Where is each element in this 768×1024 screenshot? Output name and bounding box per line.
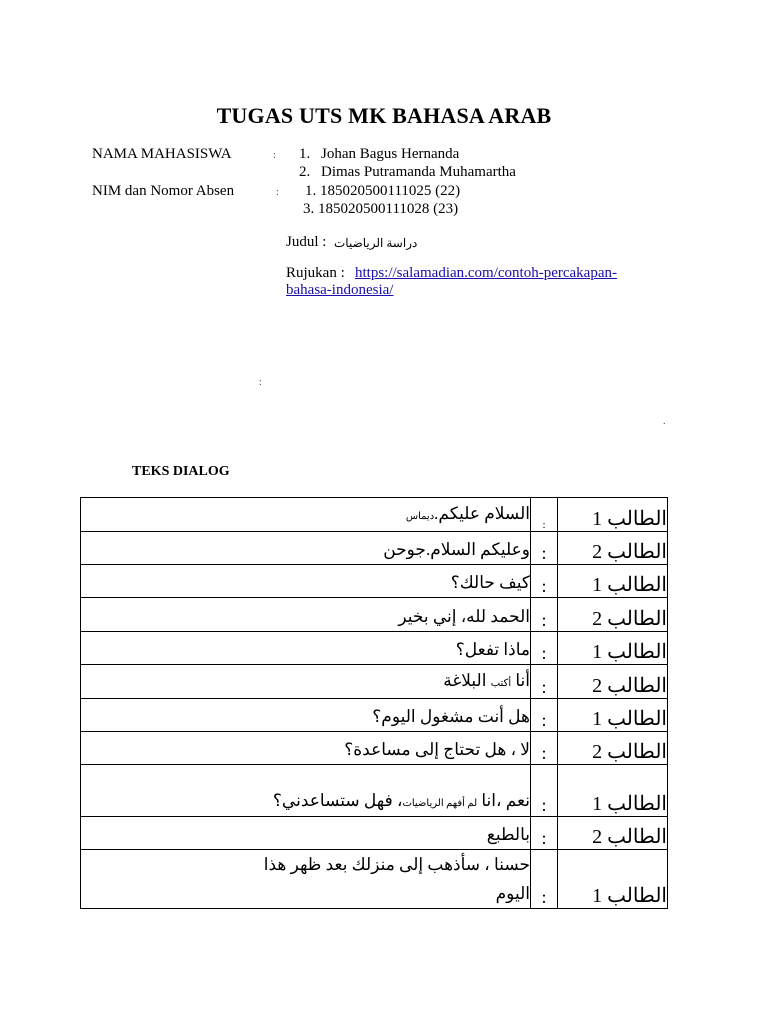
stray-colon: : bbox=[259, 377, 262, 388]
dialog-row bbox=[81, 665, 668, 699]
utterance-cell: ماذا تفعل؟ bbox=[81, 632, 531, 665]
utterance-cell bbox=[81, 665, 531, 699]
dialog-row bbox=[81, 765, 668, 817]
colon-cell: : bbox=[531, 850, 558, 909]
colon-cell: : bbox=[531, 699, 558, 732]
rujukan-link-line-1[interactable]: https://salamadian.com/contoh-percakapan- bbox=[355, 265, 617, 281]
dialog-row bbox=[81, 498, 668, 532]
nim-label: NIM dan Nomor Absen bbox=[92, 183, 235, 199]
speaker-cell: الطالب 2 bbox=[558, 732, 668, 765]
dialog-row bbox=[81, 598, 668, 632]
section-label: TEKS DIALOG bbox=[132, 464, 230, 479]
colon-cell: : bbox=[531, 665, 558, 699]
document-title: TUGAS UTS MK BAHASA ARAB bbox=[216, 103, 552, 128]
speaker-cell: الطالب 1 bbox=[558, 632, 668, 665]
colon-cell: : bbox=[531, 732, 558, 765]
speaker-cell: الطالب 2 bbox=[558, 817, 668, 850]
dialog-row bbox=[81, 632, 668, 665]
colon-cell: : bbox=[531, 598, 558, 632]
colon-cell: : bbox=[531, 565, 558, 598]
colon-cell: : bbox=[531, 765, 558, 817]
speaker-cell: الطالب 2 bbox=[558, 598, 668, 632]
rujukan-label: Rujukan : bbox=[286, 265, 345, 281]
nim-2: 3. 185020500111028 (23) bbox=[303, 201, 459, 217]
speaker-cell: الطالب 1 bbox=[558, 850, 668, 909]
utterance-cell: وعليكم السلام.جوحن bbox=[81, 532, 531, 565]
student-name-2: Dimas Putramanda Muhamartha bbox=[321, 164, 516, 180]
utterance-note: أكتب bbox=[490, 678, 512, 689]
name-number-2: 2. bbox=[299, 164, 311, 180]
speaker-cell: الطالب 1 bbox=[558, 565, 668, 598]
utterance-text-end: البلاغة bbox=[443, 671, 487, 690]
utterance-text-end: ، فهل ستساعدني؟ bbox=[272, 791, 403, 810]
name-colon: : bbox=[273, 150, 276, 161]
speaker-cell: الطالب 1 bbox=[558, 699, 668, 732]
dialog-row bbox=[81, 699, 668, 732]
utterance-cell bbox=[81, 498, 531, 532]
name-label: NAMA MAHASISWA bbox=[92, 146, 232, 162]
nim-1: 1. 185020500111025 (22) bbox=[305, 183, 461, 199]
student-name-1: Johan Bagus Hernanda bbox=[321, 146, 460, 162]
utterance-cell: حسنا ، سأذهب إلى منزلك بعد ظهر هذا اليوم bbox=[81, 850, 531, 909]
speaker-cell: الطالب 1 bbox=[558, 498, 668, 532]
utterance-cell: بالطبع bbox=[81, 817, 531, 850]
utterance-cell: كيف حالك؟ bbox=[81, 565, 531, 598]
dialog-table bbox=[80, 497, 668, 909]
speaker-cell: الطالب 2 bbox=[558, 532, 668, 565]
utterance-text: السلام عليكم. bbox=[434, 504, 530, 523]
utterance-cell: الحمد لله، إني بخير bbox=[81, 598, 531, 632]
nim-colon: : bbox=[276, 187, 279, 198]
utterance-cell: لا ، هل تحتاج إلى مساعدة؟ bbox=[81, 732, 531, 765]
judul-value: دراسة الرياضيات bbox=[334, 236, 418, 250]
utterance-note: لم أفهم الرياضيات bbox=[402, 798, 478, 809]
utterance-cell bbox=[81, 765, 531, 817]
utterance-note: ديماس bbox=[405, 511, 435, 522]
judul-label: Judul : bbox=[286, 234, 327, 250]
dialog-row bbox=[81, 732, 668, 765]
utterance-text: أنا bbox=[515, 671, 530, 690]
colon-cell: : bbox=[531, 498, 558, 532]
colon-cell: : bbox=[531, 632, 558, 665]
speaker-cell: الطالب 1 bbox=[558, 765, 668, 817]
rujukan-link-line-2[interactable]: bahasa-indonesia/ bbox=[286, 282, 394, 298]
name-number-1: 1. bbox=[299, 146, 311, 162]
dialog-row bbox=[81, 817, 668, 850]
speaker-cell: الطالب 2 bbox=[558, 665, 668, 699]
dialog-row bbox=[81, 565, 668, 598]
colon-cell: : bbox=[531, 817, 558, 850]
stray-dot: . bbox=[663, 416, 666, 427]
dialog-row bbox=[81, 532, 668, 565]
utterance-text: نعم ،انا bbox=[481, 791, 530, 810]
colon-cell: : bbox=[531, 532, 558, 565]
utterance-cell: هل أنت مشغول اليوم؟ bbox=[81, 699, 531, 732]
dialog-row bbox=[81, 850, 668, 909]
